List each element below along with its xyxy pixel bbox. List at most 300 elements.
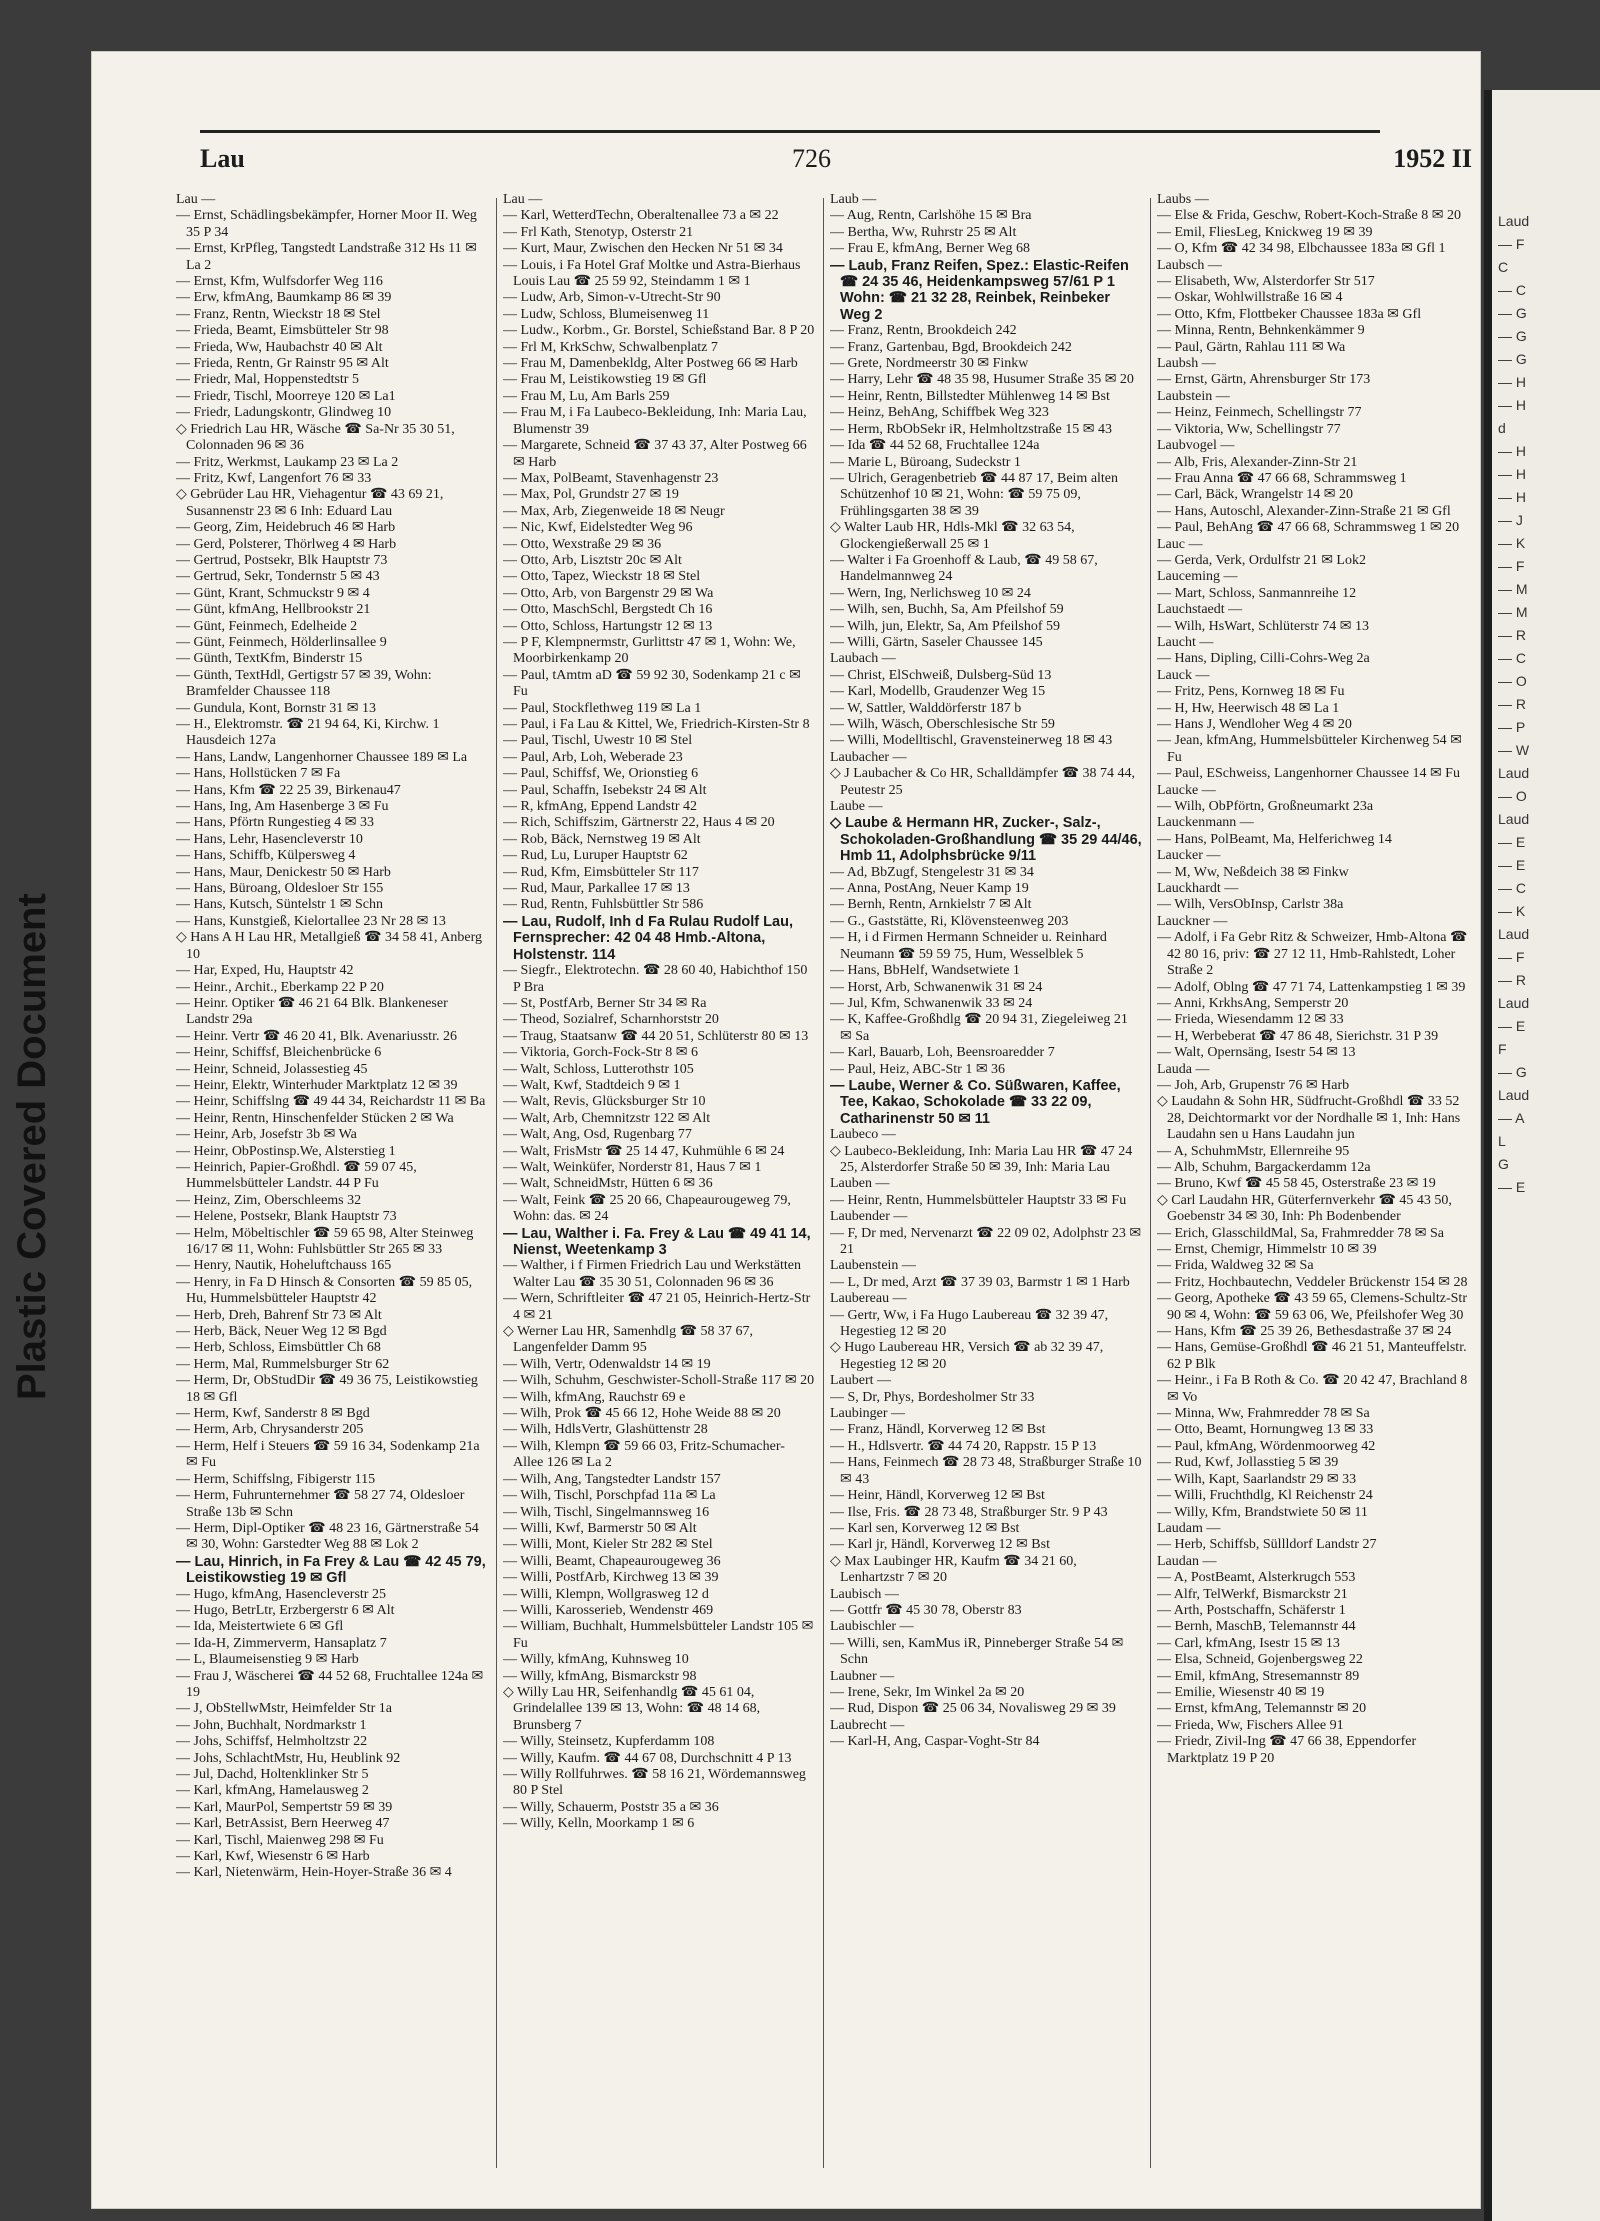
directory-entry: — Heinr. Vertr ☎ 46 20 41, Blk. Avenariusstr. 26 bbox=[176, 1028, 457, 1044]
adjacent-entry-fragment: Laud bbox=[1498, 213, 1530, 229]
directory-entry: — Helm, Möbeltischler ☎ 59 65 98, Alter Steinweg 16/17 ✉ 11, Wohn: Fuhlsbüttler Str 265 ✉ 33 bbox=[176, 1225, 474, 1257]
directory-entry: — Fritz, Werkmst, Laukamp 23 ✉ La 2 bbox=[176, 454, 399, 470]
directory-entry: — Frau M, i Fa Laubeco-Bekleidung, Inh: Maria Lau, Blumenstr 39 bbox=[503, 405, 807, 437]
directory-entry: Laubsch — bbox=[1157, 257, 1222, 273]
directory-entry: — Friedr, Tischl, Moorreye 120 ✉ La1 bbox=[176, 388, 396, 404]
directory-entry: — Nic, Kwf, Eidelstedter Weg 96 bbox=[503, 520, 693, 536]
directory-entry: — Paul, tAmtm aD ☎ 59 92 30, Sodenkamp 21 c ✉ Fu bbox=[503, 667, 801, 700]
header-year-volume: 1952 II bbox=[1393, 144, 1472, 173]
adjacent-entry-fragment: — A bbox=[1498, 1110, 1525, 1126]
directory-entry: — Karl, MaurPol, Sempertstr 59 ✉ 39 bbox=[176, 1799, 393, 1815]
directory-entry: — Herm, Arb, Chrysanderstr 205 bbox=[176, 1422, 364, 1438]
directory-entry: — Frida, Waldweg 32 ✉ Sa bbox=[1157, 1258, 1314, 1274]
directory-entry: — Walt, Ang, Osd, Rugenbarg 77 bbox=[503, 1127, 692, 1143]
directory-entry: — Oskar, Wohlwillstraße 16 ✉ 4 bbox=[1157, 290, 1343, 306]
adjacent-entry-fragment: — R bbox=[1498, 972, 1526, 988]
directory-entry: — Willy, Kelln, Moorkamp 1 ✉ 6 bbox=[503, 1816, 695, 1832]
directory-entry: Lauckhardt — bbox=[1157, 881, 1239, 897]
directory-entry: — Wilh, jun, Elektr, Sa, Am Pfeilshof 59 bbox=[830, 618, 1060, 634]
directory-entry: — Gertrud, Sekr, Tondernstr 5 ✉ 43 bbox=[176, 569, 380, 585]
adjacent-entry-fragment: — H bbox=[1498, 489, 1526, 505]
directory-entry: — Herb, Schiffsb, Süllldorf Landstr 27 bbox=[1157, 1537, 1377, 1553]
directory-entry: — Siegfr., Elektrotechn. ☎ 28 60 40, Habichthof 150 P Bra bbox=[503, 963, 808, 995]
directory-entry: — Frieda, Ww, Haubachstr 40 ✉ Alt bbox=[176, 339, 383, 355]
directory-entry-bold: — Laube, Werner & Co. Süßwaren, Kaffee, Tee, Kakao, Schokolade ☎ 33 22 09, Catharinenstr 50 ✉ 11 bbox=[830, 1077, 1121, 1127]
directory-entry: — Willi, Beamt, Chapeaurougeweg 36 bbox=[503, 1553, 721, 1569]
directory-entry: — Paul, kfmAng, Wördenmoorweg 42 bbox=[1157, 1438, 1376, 1454]
directory-entry: — Willi, Modelltischl, Gravensteinerweg 18 ✉ 43 bbox=[830, 733, 1113, 749]
directory-entry: — F, Dr med, Nervenarzt ☎ 22 09 02, Adolphstr 23 ✉ 21 bbox=[830, 1225, 1142, 1257]
directory-entry: — Ernst, Chemigr, Himmelstr 10 ✉ 39 bbox=[1157, 1242, 1377, 1257]
directory-entry: Laucker — bbox=[1157, 848, 1221, 864]
directory-entry: — Wilh, Wäsch, Oberschlesische Str 59 bbox=[830, 717, 1055, 732]
directory-entry: — Emil, FliesLeg, Knickweg 19 ✉ 39 bbox=[1157, 224, 1373, 240]
directory-entry: — Hans, Feinmech ☎ 28 73 48, Straßburger Straße 10 ✉ 43 bbox=[830, 1455, 1142, 1487]
directory-entry: — Willi, Fruchthdlg, Kl Reichenstr 24 bbox=[1157, 1488, 1373, 1504]
directory-entry: — Anna, PostAng, Neuer Kamp 19 bbox=[830, 881, 1029, 897]
directory-entry: — Wern, Schriftleiter ☎ 47 21 05, Heinrich-Hertz-Str 4 ✉ 21 bbox=[503, 1291, 811, 1323]
column-4 bbox=[1157, 192, 1469, 2172]
page-gutter bbox=[1484, 90, 1492, 2221]
directory-entry: — H., Hdlsvertr. ☎ 44 74 20, Rappstr. 15 P 13 bbox=[830, 1438, 1097, 1454]
directory-entry: — Rich, Schiffszim, Gärtnerstr 22, Haus 4 ✉ 20 bbox=[503, 815, 775, 831]
directory-entry: — M, Ww, Neßdeich 38 ✉ Finkw bbox=[1157, 864, 1349, 880]
directory-entry: Lauck — bbox=[1157, 667, 1210, 683]
adjacent-entry-fragment: Laud bbox=[1498, 1087, 1530, 1103]
directory-entry: — Ernst, Schädlingsbekämpfer, Horner Moor II. Weg 35 P 34 bbox=[176, 208, 477, 240]
directory-entry: — Hans, Autoschl, Alexander-Zinn-Straße 21 ✉ Gfl bbox=[1157, 503, 1451, 519]
directory-entry: — Kurt, Maur, Zwischen den Hecken Nr 51 ✉ 34 bbox=[503, 241, 783, 257]
directory-entry: — Hans, PolBeamt, Ma, Helferichweg 14 bbox=[1157, 831, 1392, 847]
directory-entry: Laubisch — bbox=[830, 1586, 899, 1602]
directory-entry: — Hans, Kutsch, Süntelstr 1 ✉ Schn bbox=[176, 897, 383, 913]
directory-entry: — Wilh, sen, Buchh, Sa, Am Pfeilshof 59 bbox=[830, 602, 1064, 618]
directory-entry: — Jul, Kfm, Schwanenwik 33 ✉ 24 bbox=[830, 995, 1033, 1011]
directory-entry: — Jean, kfmAng, Hummelsbütteler Kirchenweg 54 ✉ Fu bbox=[1157, 733, 1462, 765]
directory-entry: — Gertrud, Postsekr, Blk Hauptstr 73 bbox=[176, 552, 388, 568]
directory-entry: — Wilh, Schuhm, Geschwister-Scholl-Straße 117 ✉ 20 bbox=[503, 1373, 815, 1389]
directory-entry: ◇ Max Laubinger HR, Kaufm ☎ 34 21 60, Lenhartzstr 7 ✉ 20 bbox=[830, 1553, 1077, 1586]
directory-entry: — St, PostfArb, Berner Str 34 ✉ Ra bbox=[503, 995, 707, 1011]
adjacent-entry-fragment: — G bbox=[1498, 1064, 1527, 1080]
directory-entry: Lauckner — bbox=[1157, 913, 1228, 929]
directory-entry: — Herm, Helf i Steuers ☎ 59 16 34, Sodenkamp 21a ✉ Fu bbox=[176, 1438, 480, 1471]
directory-entry: — Frieda, Beamt, Eimsbütteler Str 98 bbox=[176, 323, 389, 339]
directory-entry: — Ulrich, Geragenbetrieb ☎ 44 87 17, Beim alten Schützenhof 10 ✉ 21, Wohn: ☎ 59 75 09, Frühlingsgarten 38 ✉ 39 bbox=[830, 470, 1119, 519]
directory-entry: — Heinz, Feinmech, Schellingstr 77 bbox=[1157, 405, 1362, 421]
adjacent-entry-fragment: — M bbox=[1498, 581, 1528, 597]
directory-entry: — H., Elektromstr. ☎ 21 94 64, Ki, Kirchw. 1 Hausdeich 127a bbox=[176, 717, 440, 749]
directory-entry: — Otto, MaschSchl, Bergstedt Ch 16 bbox=[503, 602, 713, 618]
directory-entry: — Heinr, Schiffsf, Bleichenbrücke 6 bbox=[176, 1045, 382, 1061]
directory-entry: — Horst, Arb, Schwanenwik 31 ✉ 24 bbox=[830, 979, 1043, 995]
directory-entry: — Willi, Gärtn, Saseler Chaussee 145 bbox=[830, 634, 1043, 650]
directory-entry: — Willi, Kwf, Barmerstr 50 ✉ Alt bbox=[503, 1520, 697, 1536]
directory-entry: — Ernst, kfmAng, Telemannstr ✉ 20 bbox=[1157, 1701, 1367, 1717]
adjacent-entry-fragment: — F bbox=[1498, 558, 1525, 574]
directory-entry: — Else & Frida, Geschw, Robert-Koch-Straße 8 ✉ 20 bbox=[1157, 208, 1461, 224]
directory-entry: — H, Werbeberat ☎ 47 86 48, Sierichstr. 31 P 39 bbox=[1157, 1028, 1439, 1044]
adjacent-entry-fragment: — C bbox=[1498, 650, 1526, 666]
directory-entry-bold: ◇ Laube & Hermann HR, Zucker-, Salz-, Schokoladen-Großhandlung ☎ 35 29 44/46, Hmb 11, Adolphsbrücke 9/11 bbox=[830, 815, 1142, 865]
directory-entry: Lauceming — bbox=[1157, 569, 1238, 585]
directory-entry: — Otto, Kfm, Flottbeker Chaussee 183a ✉ Gfl bbox=[1157, 306, 1422, 322]
directory-entry: — Günt, Feinmech, Edelheide 2 bbox=[176, 618, 358, 634]
directory-entry: Laubs — bbox=[1157, 192, 1209, 207]
directory-entry: — Willy, kfmAng, Bismarckstr 98 bbox=[503, 1668, 697, 1684]
directory-entry: ◇ Friedrich Lau HR, Wäsche ☎ Sa-Nr 35 30 51, Colonnaden 96 ✉ 36 bbox=[176, 421, 455, 454]
header-keyword: Lau bbox=[200, 144, 245, 173]
directory-entry: — J, ObStellwMstr, Heimfelder Str 1a bbox=[176, 1701, 393, 1717]
directory-entry: — Fritz, Kwf, Langenfort 76 ✉ 33 bbox=[176, 470, 372, 486]
directory-entry: — S, Dr, Phys, Bordesholmer Str 33 bbox=[830, 1389, 1035, 1405]
directory-entry: — Heinz, Zim, Oberschleems 32 bbox=[176, 1192, 362, 1208]
directory-entry: — Paul, Schiffsf, We, Orionstieg 6 bbox=[503, 766, 699, 782]
adjacent-page-edge bbox=[1484, 90, 1600, 2221]
adjacent-entry-fragment: — G bbox=[1498, 351, 1527, 367]
directory-entry: — Heinr, Schneid, Jolassestieg 45 bbox=[176, 1061, 368, 1077]
adjacent-entry-fragment: — K bbox=[1498, 535, 1526, 551]
directory-entry: Laubeco — bbox=[830, 1127, 896, 1143]
directory-entry: — Wilh, Vertr, Odenwaldstr 14 ✉ 19 bbox=[503, 1356, 711, 1372]
directory-entry: — Heinr, ObPostinsp.We, Alsterstieg 1 bbox=[176, 1143, 396, 1159]
directory-entry: — Heinr, Arb, Josefstr 3b ✉ Wa bbox=[176, 1127, 357, 1143]
directory-entry: Laubstein — bbox=[1157, 388, 1230, 404]
directory-entry: — Willy, Steinsetz, Kupferdamm 108 bbox=[503, 1734, 715, 1750]
directory-entry: — Franz, Rentn, Brookdeich 242 bbox=[830, 323, 1017, 339]
directory-entry: — Heinr, Rentn, Hinschenfelder Stücken 2 ✉ Wa bbox=[176, 1110, 454, 1126]
directory-entry: — Walt, Kwf, Stadtdeich 9 ✉ 1 bbox=[503, 1077, 681, 1093]
directory-entry: — Rud, Maur, Parkallee 17 ✉ 13 bbox=[503, 881, 690, 897]
directory-entry: — Karl, WetterdTechn, Oberaltenallee 73 a ✉ 22 bbox=[503, 208, 779, 224]
directory-entry: — Rud, Rentn, Fuhlsbüttler Str 586 bbox=[503, 897, 704, 913]
directory-entry: — Wilh, Ang, Tangstedter Landstr 157 bbox=[503, 1471, 721, 1487]
adjacent-entry-fragment: — R bbox=[1498, 696, 1526, 712]
directory-entry: — Elisabeth, Ww, Alsterdorfer Str 517 bbox=[1157, 274, 1375, 290]
directory-entry: — Minna, Ww, Frahmredder 78 ✉ Sa bbox=[1157, 1406, 1370, 1422]
directory-entry: — Adolf, i Fa Gebr Ritz & Schweizer, Hmb-Altona ☎ 42 80 16, priv: ☎ 27 12 11, Hmb-Rahlstedt, Loher Straße 2 bbox=[1157, 930, 1468, 979]
directory-entry: — Margarete, Schneid ☎ 37 43 37, Alter Postweg 66 ✉ Harb bbox=[503, 438, 807, 470]
directory-entry: ◇ Laudahn & Sohn HR, Südfrucht-Großhdl ☎ 33 52 28, Deichtormarkt vor der Nordhalle ✉ 1, Inh: Hans Laudahn sen u Hans Laudahn jun bbox=[1157, 1094, 1461, 1143]
directory-entry: — Christ, ElSchweiß, Dulsberg-Süd 13 bbox=[830, 667, 1052, 683]
column-divider bbox=[1150, 198, 1151, 2168]
directory-entry: — Theod, Sozialref, Scharnhorststr 20 bbox=[503, 1012, 719, 1028]
directory-entry: — Ad, BbZugf, Stengelestr 31 ✉ 34 bbox=[830, 864, 1034, 880]
directory-entry: — Ida, Meistertwiete 6 ✉ Gfl bbox=[176, 1619, 344, 1635]
directory-entry: — Rud, Kwf, Jollasstieg 5 ✉ 39 bbox=[1157, 1455, 1339, 1471]
adjacent-entry-fragment: — C bbox=[1498, 880, 1526, 896]
directory-entry: — A, PostBeamt, Alsterkrugch 553 bbox=[1157, 1570, 1356, 1586]
column-divider bbox=[823, 198, 824, 2168]
directory-entry: — Walt, Arb, Chemnitzstr 122 ✉ Alt bbox=[503, 1110, 711, 1126]
directory-entry: — W, Sattler, Walddörferstr 187 b bbox=[830, 700, 1022, 716]
directory-entry: — Adolf, Oblng ☎ 47 71 74, Lattenkampstieg 1 ✉ 39 bbox=[1157, 979, 1466, 995]
directory-entry: — Herm, Kwf, Sanderstr 8 ✉ Bgd bbox=[176, 1406, 370, 1422]
directory-entry: — Wilh, Tischl, Porschpfad 11a ✉ La bbox=[503, 1488, 716, 1504]
directory-entry: Laubner — bbox=[830, 1668, 895, 1684]
directory-entry: — Herm, Dr, ObStudDir ☎ 49 36 75, Leistikowstieg 18 ✉ Gfl bbox=[176, 1373, 478, 1405]
directory-entry: — Karl sen, Korverweg 12 ✉ Bst bbox=[830, 1520, 1020, 1536]
directory-entry: Lauc — bbox=[1157, 536, 1203, 552]
directory-entry: — Johs, Schiffsf, Helmholtzstr 22 bbox=[176, 1734, 368, 1750]
directory-entry: — Herm, Dipl-Optiker ☎ 48 23 16, Gärtnerstraße 54 ✉ 30, Wohn: Garstedter Weg 88 ✉ Lok 2 bbox=[176, 1520, 479, 1553]
directory-entry: — Ludw, Schloss, Blumeisenweg 11 bbox=[503, 306, 710, 322]
adjacent-entry-fragment: — J bbox=[1498, 512, 1523, 528]
directory-entry: Laubender — bbox=[830, 1209, 908, 1225]
page-header bbox=[200, 144, 1472, 190]
directory-entry: — Günt, Feinmech, Hölderlinsallee 9 bbox=[176, 634, 387, 650]
directory-entry-bold: — Lau, Walther i. Fa. Frey & Lau ☎ 49 41 14, Nienst, Weetenkamp 3 bbox=[503, 1225, 811, 1258]
directory-entry: — Willi, PostfArb, Kirchweg 13 ✉ 39 bbox=[503, 1570, 719, 1586]
directory-entry: — William, Buchhalt, Hummelsbütteler Landstr 105 ✉ Fu bbox=[503, 1619, 814, 1651]
directory-entry: — Paul, i Fa Lau & Kittel, We, Friedrich-Kirsten-Str 8 bbox=[503, 717, 810, 732]
directory-entry: — Paul, Arb, Loh, Weberade 23 bbox=[503, 749, 683, 765]
directory-entry: — Viktoria, Ww, Schellingstr 77 bbox=[1157, 421, 1341, 437]
directory-entry: — Hans, Ing, Am Hasenberge 3 ✉ Fu bbox=[176, 799, 389, 815]
directory-entry: — Otto, Wexstraße 29 ✉ 36 bbox=[503, 536, 662, 552]
directory-entry: — Wilh, Tischl, Singelmannsweg 16 bbox=[503, 1504, 710, 1520]
directory-entry: — Ida-H, Zimmerverm, Hansaplatz 7 bbox=[176, 1635, 387, 1651]
directory-entry: — Gottfr ☎ 45 30 78, Oberstr 83 bbox=[830, 1602, 1022, 1618]
directory-entry: — Karl, Tischl, Maienweg 298 ✉ Fu bbox=[176, 1832, 384, 1848]
directory-entry: — Hans, Büroang, Oldesloer Str 155 bbox=[176, 881, 384, 897]
directory-entry: — Marie L, Büroang, Sudeckstr 1 bbox=[830, 454, 1021, 470]
adjacent-entry-fragment: — F bbox=[1498, 949, 1525, 965]
directory-entry: — Hans, Hollstücken 7 ✉ Fa bbox=[176, 766, 341, 782]
directory-entry: — Harry, Lehr ☎ 48 35 98, Husumer Straße 35 ✉ 20 bbox=[830, 372, 1134, 388]
column-3 bbox=[830, 192, 1142, 2172]
directory-entry: — Heinr, Rentn, Billstedter Mühlenweg 14 ✉ Bst bbox=[830, 388, 1110, 404]
directory-entry: — Willy Rollfuhrwes. ☎ 58 16 21, Wördemannsweg 80 P Stel bbox=[503, 1767, 806, 1799]
directory-entry: — Frau M, Leistikowstieg 19 ✉ Gfl bbox=[503, 372, 707, 388]
directory-entry: — Carl, Bäck, Wrangelstr 14 ✉ 20 bbox=[1157, 487, 1353, 503]
directory-entry: — Anni, KrkhsAng, Semperstr 20 bbox=[1157, 995, 1349, 1011]
directory-entry: — Frl M, KrkSchw, Schwalbenplatz 7 bbox=[503, 339, 718, 355]
directory-entry: ◇ Laubeco-Bekleidung, Inh: Maria Lau HR ☎ 47 24 25, Alsterdorfer Straße 50 ✉ 39, Inh: Maria Lau bbox=[830, 1143, 1133, 1175]
directory-entry: — Gundula, Kont, Bornstr 31 ✉ 13 bbox=[176, 700, 376, 716]
adjacent-entry-fragment: F bbox=[1498, 1041, 1507, 1057]
directory-entry: — Wilh, HdlsVertr, Glashüttenstr 28 bbox=[503, 1422, 708, 1438]
directory-entry: ◇ Gebrüder Lau HR, Viehagentur ☎ 43 69 21, Susannenstr 23 ✉ 6 Inh: Eduard Lau bbox=[176, 487, 444, 519]
directory-entry: — H, i d Firmen Hermann Schneider u. Reinhard Neumann ☎ 59 59 75, Hum, Wesselblek 5 bbox=[830, 930, 1107, 962]
directory-entry: — Frl Kath, Stenotyp, Osterstr 21 bbox=[503, 224, 694, 240]
directory-entry: — Karl jr, Händl, Korverweg 12 ✉ Bst bbox=[830, 1537, 1050, 1553]
directory-entry: — Herm, RbObSekr iR, Helmholtzstraße 15 ✉ 43 bbox=[830, 421, 1112, 437]
directory-entry: — G., Gaststätte, Ri, Klövensteenweg 203 bbox=[830, 913, 1069, 929]
directory-entry: — Karl-H, Ang, Caspar-Voght-Str 84 bbox=[830, 1734, 1040, 1750]
directory-entry: — Arth, Postschaffn, Schäferstr 1 bbox=[1157, 1602, 1346, 1618]
directory-entry: — Rud, Lu, Luruper Hauptstr 62 bbox=[503, 848, 688, 864]
directory-entry: — Hans, Maur, Denickestr 50 ✉ Harb bbox=[176, 864, 391, 880]
directory-entry: — Max, Pol, Grundstr 27 ✉ 19 bbox=[503, 487, 679, 503]
directory-entry: — Emil, kfmAng, Stresemannstr 89 bbox=[1157, 1668, 1360, 1684]
directory-entry: — Günt, Krant, Schmuckstr 9 ✉ 4 bbox=[176, 585, 370, 601]
directory-entry: — Heinr. Optiker ☎ 46 21 64 Blk. Blankeneser Landstr 29a bbox=[176, 995, 448, 1028]
directory-entry: — Franz, Rentn, Wieckstr 18 ✉ Stel bbox=[176, 306, 381, 322]
directory-entry: — Herb, Dreh, Bahrenf Str 73 ✉ Alt bbox=[176, 1307, 382, 1323]
adjacent-entry-fragment: C bbox=[1498, 259, 1509, 275]
directory-entry: — Carl, kfmAng, Isestr 15 ✉ 13 bbox=[1157, 1635, 1340, 1651]
directory-entry: — Hans, Pförtn Rungestieg 4 ✉ 33 bbox=[176, 815, 374, 831]
directory-entry: — Otto, Tapez, Wieckstr 18 ✉ Stel bbox=[503, 569, 701, 585]
directory-entry: Laubrecht — bbox=[830, 1717, 905, 1733]
directory-entry: — Heinz, BehAng, Schiffbek Weg 323 bbox=[830, 405, 1049, 421]
page-number: 726 bbox=[792, 144, 831, 173]
directory-entry: — Karl, BetrAssist, Bern Heerweg 47 bbox=[176, 1816, 390, 1832]
directory-entry: — Bernh, MaschB, Telemannstr 44 bbox=[1157, 1619, 1356, 1635]
directory-entry: — Paul, Gärtn, Rahlau 111 ✉ Wa bbox=[1157, 339, 1346, 355]
directory-entry: — Paul, Schaffn, Isebekstr 24 ✉ Alt bbox=[503, 782, 707, 798]
directory-entry: — Wilh, Prok ☎ 45 66 12, Hohe Weide 88 ✉ 20 bbox=[503, 1406, 781, 1422]
directory-entry: — Walt, Opernsäng, Isestr 54 ✉ 13 bbox=[1157, 1045, 1356, 1061]
directory-entry: — Henry, in Fa D Hinsch & Consorten ☎ 59 85 05, Hu, Hummelsbütteler Hauptstr 42 bbox=[176, 1274, 473, 1307]
directory-entry: — Frau E, kfmAng, Berner Weg 68 bbox=[830, 241, 1031, 257]
directory-entry: ◇ Hugo Laubereau HR, Versich ☎ ab 32 39 47, Hegestieg 12 ✉ 20 bbox=[830, 1340, 1104, 1372]
directory-entry: — Emilie, Wiesenstr 40 ✉ 19 bbox=[1157, 1684, 1325, 1700]
adjacent-entry-fragment: — H bbox=[1498, 466, 1526, 482]
directory-entry: — Walt, SchneidMstr, Hütten 6 ✉ 36 bbox=[503, 1176, 713, 1192]
directory-entry: — Willi, Mont, Kieler Str 282 ✉ Stel bbox=[503, 1537, 713, 1553]
directory-entry: — Friedr, Ladungskontr, Glindweg 10 bbox=[176, 405, 392, 421]
directory-entry: — Georg, Zim, Heidebruch 46 ✉ Harb bbox=[176, 520, 396, 536]
directory-entry: — L, Dr med, Arzt ☎ 37 39 03, Barmstr 1 ✉ 1 Harb bbox=[830, 1274, 1130, 1290]
directory-entry: Lau — bbox=[503, 192, 543, 207]
directory-entry: Laudan — bbox=[1157, 1553, 1217, 1569]
adjacent-entry-fragment: d bbox=[1498, 420, 1506, 436]
directory-entry: — Hans, Lehr, Hasencleverstr 10 bbox=[176, 831, 363, 847]
adjacent-entry-fragment: — K bbox=[1498, 903, 1526, 919]
directory-entry: Laubsh — bbox=[1157, 356, 1216, 372]
directory-entry: — Hans, Dipling, Cilli-Cohrs-Weg 2a bbox=[1157, 651, 1370, 667]
directory-entry: — Karl, Kwf, Wiesenstr 6 ✉ Harb bbox=[176, 1849, 370, 1865]
adjacent-entry-fragment: Laud bbox=[1498, 811, 1530, 827]
directory-entry: ◇ Walter Laub HR, Hdls-Mkl ☎ 32 63 54, Glockengießerwall 25 ✉ 1 bbox=[830, 520, 1075, 552]
directory-entry: — Irene, Sekr, Im Winkel 2a ✉ 20 bbox=[830, 1684, 1025, 1700]
side-label: Plastic Covered Document bbox=[10, 893, 54, 1400]
directory-entry-bold: — Lau, Hinrich, in Fa Frey & Lau ☎ 42 45 79, Leistikowstieg 19 ✉ Gfl bbox=[176, 1553, 486, 1587]
directory-entry: Laucht — bbox=[1157, 634, 1214, 650]
directory-entry: — Max, Arb, Ziegenweide 18 ✉ Neugr bbox=[503, 503, 725, 519]
directory-entry: — Wilh, Kapt, Saarlandstr 29 ✉ 33 bbox=[1157, 1471, 1357, 1487]
adjacent-entry-fragment: — G bbox=[1498, 328, 1527, 344]
directory-entry: — Walt, Schloss, Lutterothstr 105 bbox=[503, 1061, 694, 1077]
directory-entry: — Heinr, Rentn, Hummelsbütteler Hauptstr 33 ✉ Fu bbox=[830, 1192, 1127, 1208]
adjacent-entry-fragment: — H bbox=[1498, 443, 1526, 459]
directory-entry: — Rud, Kfm, Eimsbütteler Str 117 bbox=[503, 864, 699, 880]
directory-entry: — Willy, kfmAng, Kuhnsweg 10 bbox=[503, 1652, 689, 1668]
directory-entry: — Wern, Ing, Nerlichsweg 10 ✉ 24 bbox=[830, 585, 1031, 601]
directory-entry: Laubereau — bbox=[830, 1291, 907, 1307]
directory-entry: — Minna, Rentn, Behnkenkämmer 9 bbox=[1157, 323, 1365, 339]
directory-entry: — Günth, TextHdl, Gertigstr 57 ✉ 39, Wohn: Bramfelder Chaussee 118 bbox=[176, 667, 432, 700]
directory-entry: — Herm, Fuhrunternehmer ☎ 58 27 74, Oldesloer Straße 13b ✉ Schn bbox=[176, 1488, 465, 1520]
directory-entry: — Wilh, VersObInsp, Carlstr 38a bbox=[1157, 897, 1344, 913]
directory-entry: — Frau J, Wäscherei ☎ 44 52 68, Fruchtallee 124a ✉ 19 bbox=[176, 1668, 484, 1700]
directory-entry: — Fritz, Hochbautechn, Veddeler Brückenstr 154 ✉ 28 bbox=[1157, 1274, 1468, 1290]
directory-entry: — Karl, kfmAng, Hamelausweg 2 bbox=[176, 1783, 369, 1799]
directory-entry: — Ernst, Kfm, Wulfsdorfer Weg 116 bbox=[176, 274, 383, 290]
directory-entry: — Otto, Arb, von Bargenstr 29 ✉ Wa bbox=[503, 585, 714, 601]
directory-entry: — Fritz, Pens, Kornweg 18 ✉ Fu bbox=[1157, 684, 1345, 700]
directory-entry: — Karl, Nietenwärm, Hein-Hoyer-Straße 36 ✉ 4 bbox=[176, 1865, 452, 1881]
adjacent-entry-fragment: — R bbox=[1498, 627, 1526, 643]
directory-entry: — Alb, Fris, Alexander-Zinn-Str 21 bbox=[1157, 454, 1358, 470]
directory-entry: — Jul, Dachd, Holtenklinker Str 5 bbox=[176, 1767, 369, 1782]
directory-entry: — Wilh, HsWart, Schlüterstr 74 ✉ 13 bbox=[1157, 618, 1369, 634]
directory-entry: — Rob, Bäck, Nernstweg 19 ✉ Alt bbox=[503, 831, 701, 847]
adjacent-entry-fragment: — O bbox=[1498, 788, 1527, 804]
directory-entry: Laubvogel — bbox=[1157, 438, 1235, 454]
directory-entry: — Bernh, Rentn, Arnkielstr 7 ✉ Alt bbox=[830, 897, 1032, 913]
directory-entry: — Wilh, kfmAng, Rauchstr 69 e bbox=[503, 1389, 686, 1405]
directory-entry: — Har, Exped, Hu, Hauptstr 42 bbox=[176, 963, 354, 979]
directory-entry: — Hans J, Wendloher Weg 4 ✉ 20 bbox=[1157, 717, 1352, 732]
directory-entry: ◇ J Laubacher & Co HR, Schalldämpfer ☎ 38 74 44, Peutestr 25 bbox=[830, 766, 1136, 798]
adjacent-entry-fragment: Laud bbox=[1498, 995, 1530, 1011]
directory-entry: Laubinger — bbox=[830, 1406, 906, 1422]
directory-entry: Laube — bbox=[830, 799, 883, 815]
directory-entry: — Friedr, Zivil-Ing ☎ 47 66 38, Eppendorfer Marktplatz 19 P 20 bbox=[1157, 1734, 1417, 1766]
directory-entry: Laubach — bbox=[830, 651, 896, 667]
directory-entry: Lauda — bbox=[1157, 1061, 1210, 1077]
adjacent-entry-fragment: L bbox=[1498, 1133, 1506, 1149]
directory-entry: — Hans, Kfm ☎ 25 39 26, Bethesdastraße 37 ✉ 24 bbox=[1157, 1324, 1452, 1340]
directory-entry: — Rud, Dispon ☎ 25 06 34, Novalisweg 29 ✉ 39 bbox=[830, 1701, 1116, 1717]
adjacent-page-entries bbox=[1498, 210, 1529, 1199]
adjacent-entry-fragment: — H bbox=[1498, 397, 1526, 413]
directory-entry: — Helene, Postsekr, Blank Hauptstr 73 bbox=[176, 1209, 397, 1225]
directory-entry: — Paul, BehAng ☎ 47 66 68, Schrammsweg 1 ✉ 20 bbox=[1157, 520, 1460, 536]
directory-entry: — Heinr, Händl, Korverweg 12 ✉ Bst bbox=[830, 1488, 1045, 1504]
directory-entry: — Paul, ESchweiss, Langenhorner Chaussee 14 ✉ Fu bbox=[1157, 766, 1460, 782]
directory-entry: Laucke — bbox=[1157, 782, 1216, 798]
directory-entry: — Willy, Schauerm, Poststr 35 a ✉ 36 bbox=[503, 1799, 719, 1815]
directory-entry: — Max, PolBeamt, Stavenhagenstr 23 bbox=[503, 470, 719, 486]
directory-entry: Laudam — bbox=[1157, 1520, 1221, 1536]
directory-entry: — Wilh, Klempn ☎ 59 66 03, Fritz-Schumacher-Allee 126 ✉ La 2 bbox=[503, 1438, 785, 1471]
directory-entry: — Erw, kfmAng, Baumkamp 86 ✉ 39 bbox=[176, 290, 392, 306]
adjacent-entry-fragment: — W bbox=[1498, 742, 1530, 758]
directory-entry: — Ludw., Korbm., Gr. Borstel, Schießstand Bar. 8 P 20 bbox=[503, 323, 815, 339]
directory-entry: — Gerd, Polsterer, Thörlweg 4 ✉ Harb bbox=[176, 536, 397, 552]
directory-entry: Laubischler — bbox=[830, 1619, 914, 1635]
directory-entry: — K, Kaffee-Großhdlg ☎ 20 94 31, Ziegeleiweg 21 ✉ Sa bbox=[830, 1012, 1128, 1044]
directory-columns bbox=[176, 192, 1472, 2172]
directory-entry: — Louis, i Fa Hotel Graf Moltke und Astra-Bierhaus Louis Lau ☎ 25 59 92, Steindamm 1 ✉ 1 bbox=[503, 257, 801, 290]
directory-entry: — Frieda, Rentn, Gr Rainstr 95 ✉ Alt bbox=[176, 356, 389, 372]
directory-entry: — Otto, Schloss, Hartungstr 12 ✉ 13 bbox=[503, 618, 713, 634]
directory-entry: ◇ Carl Laudahn HR, Güterfernverkehr ☎ 45 43 50, Goebenstr 34 ✉ 30, Inh: Ph Bodenbender bbox=[1157, 1192, 1452, 1225]
directory-entry: — Herb, Bäck, Neuer Weg 12 ✉ Bgd bbox=[176, 1324, 387, 1340]
directory-entry: — Hans, Kunstgieß, Kielortallee 23 Nr 28 ✉ 13 bbox=[176, 913, 446, 929]
directory-entry: — Hugo, BetrLtr, Erzbergerstr 6 ✉ Alt bbox=[176, 1602, 395, 1618]
directory-entry: — Günth, TextKfm, Binderstr 15 bbox=[176, 651, 363, 667]
directory-entry: — Henry, Nautik, Hoheluftchauss 165 bbox=[176, 1258, 392, 1274]
directory-entry: — Elsa, Schneid, Gojenbergsweg 22 bbox=[1157, 1652, 1363, 1668]
directory-entry: — Walt, Weinküfer, Norderstr 81, Haus 7 ✉ 1 bbox=[503, 1159, 762, 1175]
directory-entry: — Willi, Klempn, Wollgrasweg 12 d bbox=[503, 1586, 709, 1602]
directory-entry: — Heinrich, Papier-Großhdl. ☎ 59 07 45, Hummelsbütteler Landstr. 44 P Fu bbox=[176, 1159, 417, 1192]
directory-entry: — Heinr, Schiffslng ☎ 49 44 34, Reichardstr 11 ✉ Ba bbox=[176, 1094, 486, 1110]
directory-entry: — Walter i Fa Groenhoff & Laub, ☎ 49 58 67, Handelmannweg 24 bbox=[830, 552, 1098, 585]
column-divider bbox=[496, 198, 497, 2168]
directory-entry: ◇ Hans A H Lau HR, Metallgieß ☎ 34 58 41, Anberg 10 bbox=[176, 930, 482, 962]
directory-entry: — Frieda, Wiesendamm 12 ✉ 33 bbox=[1157, 1012, 1344, 1028]
directory-entry: — Hans, Kfm ☎ 22 25 39, Birkenau47 bbox=[176, 782, 401, 798]
directory-entry: — Aug, Rentn, Carlshöhe 15 ✉ Bra bbox=[830, 208, 1032, 224]
directory-entry: Lauckenmann — bbox=[1157, 815, 1254, 831]
directory-entry: Laubacher — bbox=[830, 749, 907, 765]
